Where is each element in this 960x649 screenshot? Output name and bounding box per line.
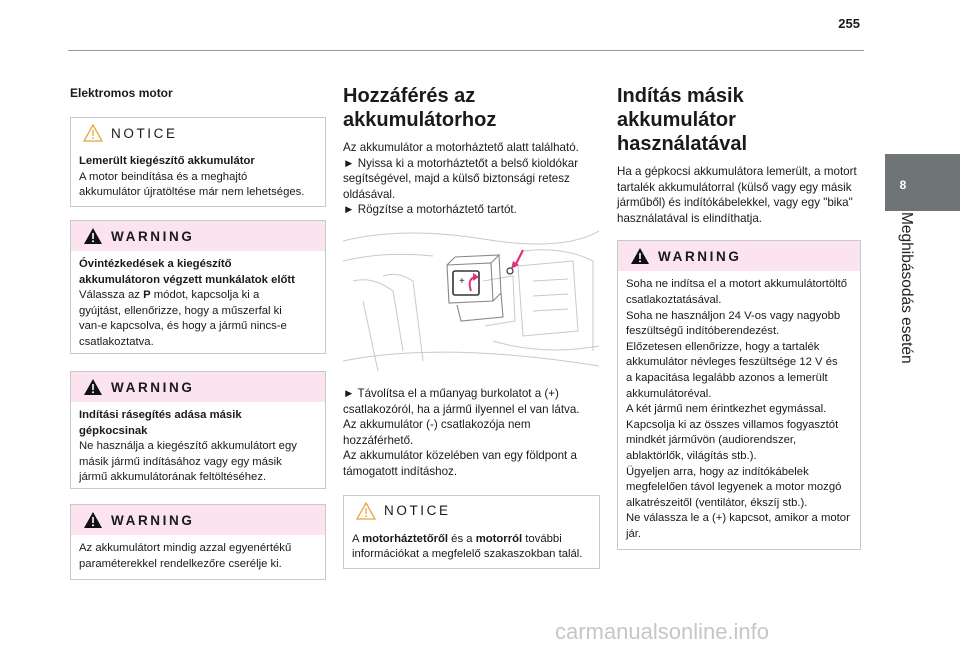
notice-body [344,526,599,571]
warning-line: Indítási rásegítés adása másik [79,409,242,421]
text-run: módot, kapcsolja ki a [150,289,260,302]
warning-body [618,271,860,550]
notice-line: A motor beindítása és a meghajtó [79,170,248,183]
text-line: oldásával. [343,187,396,201]
page-number: 255 [838,16,860,31]
warning-line: Soha ne használjon 24 V-os vagy nagyobb [626,309,841,322]
heading-line: Hozzáférés az [343,85,476,107]
section-heading: Elektromos motor [70,86,173,100]
column-3 [617,84,867,550]
warning-line: Ügyeljen arra, hogy az indítókábelek [626,465,809,478]
warning-line: megfelelően távol legyenek a motor mozgó [626,481,842,494]
warning-line: Előzetesen ellenőrizze, hogy a tartalék [626,340,820,353]
text-line: csatlakozóról, ha a jármű ilyennel el van látva. [343,402,580,416]
heading-line: Indítás másik akkumulátor [617,85,744,131]
intro-text [343,140,600,218]
warning-line: Kapcsolja ki az összes villamos fogyasztót [626,418,839,431]
notice-body [71,148,325,209]
notice-line: akkumulátor újratöltése már nem lehetséges. [79,186,305,199]
text-run-bold: motorháztetőről [362,532,449,545]
notice-title: NOTICE [384,503,451,519]
warning-line: akkumulátoron végzett munkálatok előtt [79,273,295,286]
warning-line [79,288,317,304]
warning-title: WARNING [658,248,742,264]
notice-header [71,118,325,148]
warning-body [71,402,325,494]
svg-text:+: + [459,276,465,287]
text-line: ► Nyissa ki a motorháztetőt a belső kioldókar [343,156,579,170]
warning-header [71,221,325,251]
notice-header [344,496,599,526]
warning-box [617,240,861,550]
notice-box [343,495,600,569]
warning-header [618,241,860,271]
text-line: Az akkumulátor közelében van egy földpont a [343,449,577,463]
warning-triangle-icon [630,247,650,265]
warning-line: feszültségű indítóberendezést. [626,325,780,338]
mode-letter: P [143,289,151,302]
warning-line: csatlakoztatásával. [626,293,722,306]
warning-title: WARNING [111,228,195,244]
engine-bay-drawing [343,221,599,371]
warning-line: akkumulátor névleges feszültsége 12 V és [626,356,838,369]
warning-body [71,251,325,359]
text-line: Az akkumulátor (-) csatlakozója nem [343,418,531,432]
warning-triangle-outline-icon [356,502,376,520]
text-run: és a [448,532,476,545]
warning-line: csatlakoztatva. [79,335,154,348]
warning-line: Óvintézkedések a kiegészítő [79,258,232,270]
notice-line: Lemerült kiegészítő akkumulátor [79,155,255,167]
text-line: hozzáférhető. [343,433,414,447]
warning-line: Ne válassza le a (+) kapcsot, amikor a motor [626,512,850,525]
warning-line: van-e kapcsolva, és hogy a jármű nincs-e [79,320,287,333]
warning-line: jármű akkumulátorának feltöltéséhez. [79,471,267,484]
warning-line: alkatrészeitől (ventilátor, ékszíj stb.). [626,496,808,509]
warning-title: WARNING [111,512,195,528]
warning-line: gépkocsinak [79,424,148,437]
chapter-number: 8 [899,178,907,192]
warning-line: A két jármű nem érintkezhet egymással. [626,403,827,416]
warning-box [70,504,326,580]
text-run: Válassza az [79,289,144,302]
warning-line: másik jármű indításához vagy egy másik [79,455,282,468]
text-line: támogatott indításhoz. [343,464,458,478]
heading-line: használatával [617,133,748,155]
notice-box [70,117,326,207]
warning-triangle-icon [83,511,103,529]
warning-line: paraméterekkel rendelkezőre cserélje ki. [79,557,282,570]
warning-body [71,535,325,580]
warning-box [70,220,326,354]
top-rule [68,50,864,51]
warning-line: mindkét járművön (audiorendszer, [626,434,797,447]
text-line: segítségével, majd a külső biztonsági retesz [343,172,570,186]
warning-line: a kapacitása legalább azonos a lemerült [626,371,828,384]
warning-line: Ne használja a kiegészítő akkumulátort egy [79,440,297,453]
text-run: A [352,532,363,545]
warning-line: gyújtást, ellenőrizze, hogy a műszerfal ki [79,304,282,317]
battery-illustration [343,221,599,371]
warning-triangle-outline-icon [83,124,103,142]
text-run: további [522,532,562,545]
watermark: carmanualsonline.info [555,619,770,644]
heading-line: akkumulátorhoz [343,109,497,131]
warning-title: WARNING [111,379,195,395]
warning-box [70,371,326,489]
notice-title: NOTICE [111,125,178,141]
warning-line: Soha ne indítsa el a motort akkumulátortöltő [626,278,848,291]
warning-triangle-icon [83,227,103,245]
warning-line: ablaktörlők, világítás stb.). [626,449,757,462]
section-heading [617,84,867,156]
warning-header [71,372,325,402]
column-2 [343,84,600,218]
text-line: Ha a gépkocsi akkumulátora lemerült, a motort [617,165,857,178]
column-2-lower [343,386,600,569]
section-heading [343,84,600,132]
notice-line [352,532,591,548]
intro-text [617,164,867,226]
warning-line: akkumulátoréval. [626,387,712,400]
warning-line: Az akkumulátort mindig azzal egyenértékű [79,542,292,554]
text-run-bold: motorról [475,532,523,545]
text-line: Az akkumulátor a motorháztető alatt található. [343,141,579,154]
text-line: járműből) és indítókábelekkel, vagy egy "bika" [617,196,853,210]
text-line: használatával is elindíthatja. [617,211,763,225]
warning-triangle-icon [83,378,103,396]
warning-line: jár. [626,527,642,540]
notice-line: információkat a megfelelő szakaszokban talál. [352,548,583,561]
text-line: ► Rögzítse a motorháztető tartót. [343,203,517,217]
text-line: ► Távolítsa el a műanyag burkolatot a (+) [343,387,559,400]
warning-header [71,505,325,535]
steps-text [343,386,600,480]
text-line: tartalék akkumulátorral (külső vagy egy másik [617,180,852,194]
column-1 [70,84,326,580]
chapter-label-wrap [885,212,960,382]
chapter-label: Meghibásodás esetén [898,212,915,364]
